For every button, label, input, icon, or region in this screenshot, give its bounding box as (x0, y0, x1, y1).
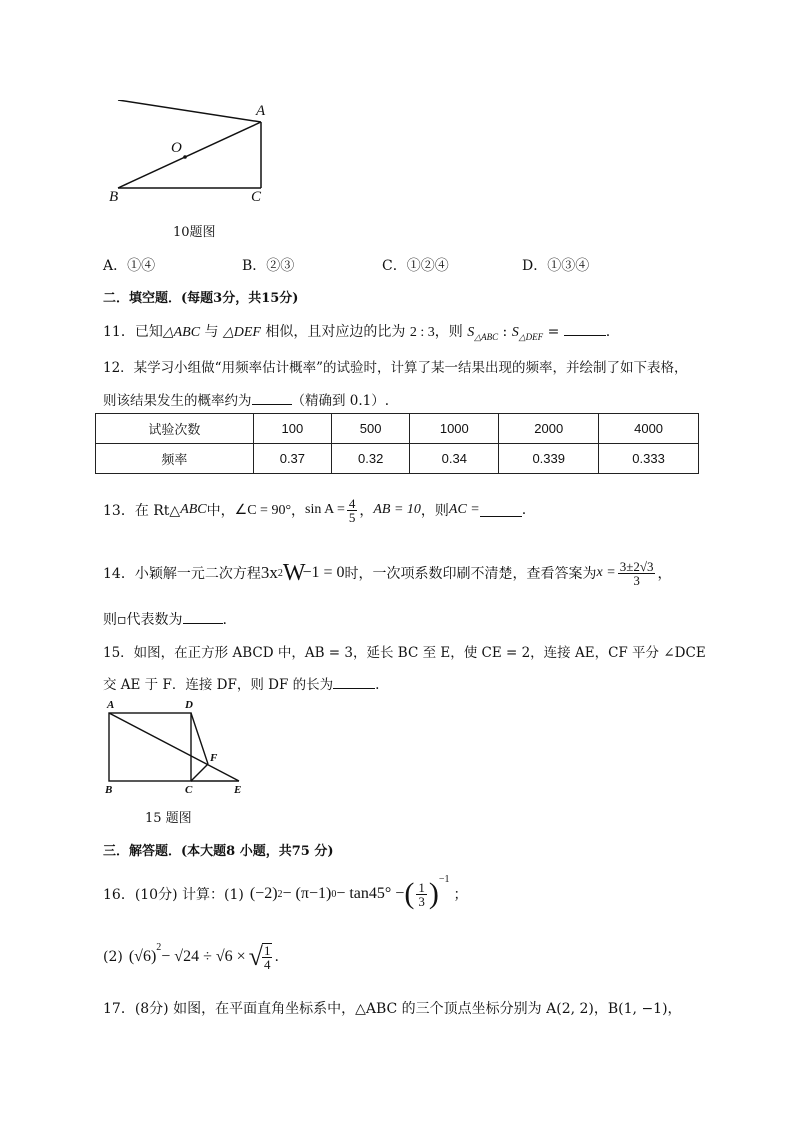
table-cell: 2000 (499, 414, 599, 444)
frequency-table (95, 413, 699, 474)
table-cell: 100 (253, 414, 331, 444)
question-15-line1: 15．如图，在正方形 ABCD 中，AB = 3，延长 BC 至 E，使 CE = 2，连接 AE，CF 平分 ∠DCE (103, 645, 706, 661)
table-row (96, 444, 699, 474)
figure-15-diagram (100, 698, 260, 798)
label-A: A (256, 103, 266, 119)
fraction-1-3: $\frac{1}{3}$ (418, 879, 425, 909)
table-cell: 试验次数 (96, 414, 254, 444)
table-cell: 0.339 (499, 444, 599, 474)
figure-10-caption: 10题图 (173, 225, 216, 240)
table-cell: 0.333 (599, 444, 699, 474)
option-c: C．①②④ (382, 258, 449, 274)
label-O: O (171, 140, 182, 156)
sqrt-fraction-1-4: $\frac{1}{4}$ (263, 943, 271, 972)
table-cell: 0.37 (253, 444, 331, 474)
option-b: B．②③ (242, 258, 295, 274)
answer-blank-14[interactable] (183, 611, 223, 624)
answer-blank-13[interactable] (480, 504, 522, 517)
question-11: 11．已知△ABC 与 △DEF 相似，且对应边的比为 2 : 3，则 $S_{\triangle ABC}$ : $S_{\triangle DEF}$ = . (103, 324, 611, 342)
section-2-title: 二．填空题．(每题3分，共15分) (103, 291, 299, 306)
label-F: F (210, 752, 218, 764)
figure-10 (100, 100, 280, 240)
question-16-part2: (2) (√6) $^2$ − √24 ÷ √6 × √ $\frac{1}{4}$ . (103, 942, 279, 972)
table-cell: 0.34 (410, 444, 499, 474)
question-12-line2: 则该结果发生的概率约为 （精确到 0.1）. (103, 393, 390, 409)
table-header-row (96, 414, 699, 444)
answer-blank-15[interactable] (333, 676, 375, 689)
label-B: B (105, 784, 113, 796)
label-C: C (185, 784, 193, 796)
table-cell: 0.32 (332, 444, 410, 474)
question-17: 17．(8分) 如图，在平面直角坐标系中，△ABC 的三个顶点坐标分别为 A(2, 2)，B(1, −1)， (103, 1001, 682, 1017)
question-13: 13．在 Rt△ ABC 中， ∠C = 90° ， sin A = $\frac{4}{5}$ ， AB = 10 ，则 AC = . (103, 495, 527, 525)
section-3-title: 三．解答题．(本大题8 小题，共75 分) (103, 844, 334, 859)
label-D: D (185, 699, 193, 711)
question-12-line1: 12．某学习小组做“用频率估计概率”的试验时，计算了某一结果出现的频率，并绘制了如下表格， (103, 360, 688, 376)
answer-blank-11[interactable] (564, 323, 606, 336)
question-14: 14．小颖解一元二次方程 3x 2 W −1 = 0 时，一次项系数印刷不清楚，查看答案为 x = $\frac{3\pm 2√3}{3}$ ， (103, 558, 672, 588)
answer-blank-12[interactable] (252, 392, 292, 405)
question-16-part1: 16．(10分) 计算：(1) (−2) 2 − (π−1) 0 − tan45° − ( $\frac{1}{3}$ ) $^{-1}$ ； (103, 874, 468, 910)
label-A: A (107, 699, 115, 711)
option-a: A．①④ (103, 258, 156, 274)
answer-fraction: $\frac{3\pm 2√3}{3}$ (619, 558, 654, 588)
fraction-4-5: $\frac{4}{5}$ (348, 495, 356, 525)
table-cell: 频率 (96, 444, 254, 474)
option-d: D．①③④ (522, 258, 590, 274)
table-cell: 4000 (599, 414, 699, 444)
label-E: E (234, 784, 242, 796)
label-C: C (251, 189, 262, 205)
table-cell: 500 (332, 414, 410, 444)
table-cell: 1000 (410, 414, 499, 444)
label-B: B (109, 189, 119, 205)
figure-15-caption: 15 题图 (145, 811, 192, 826)
smudged-coefficient: W (282, 559, 303, 586)
question-14-line2: 则▫代表数为 . (103, 612, 227, 628)
question-15-line2: 交 AE 于 F．连接 DF，则 DF 的长为 . (103, 677, 380, 693)
figure-15 (100, 698, 260, 828)
